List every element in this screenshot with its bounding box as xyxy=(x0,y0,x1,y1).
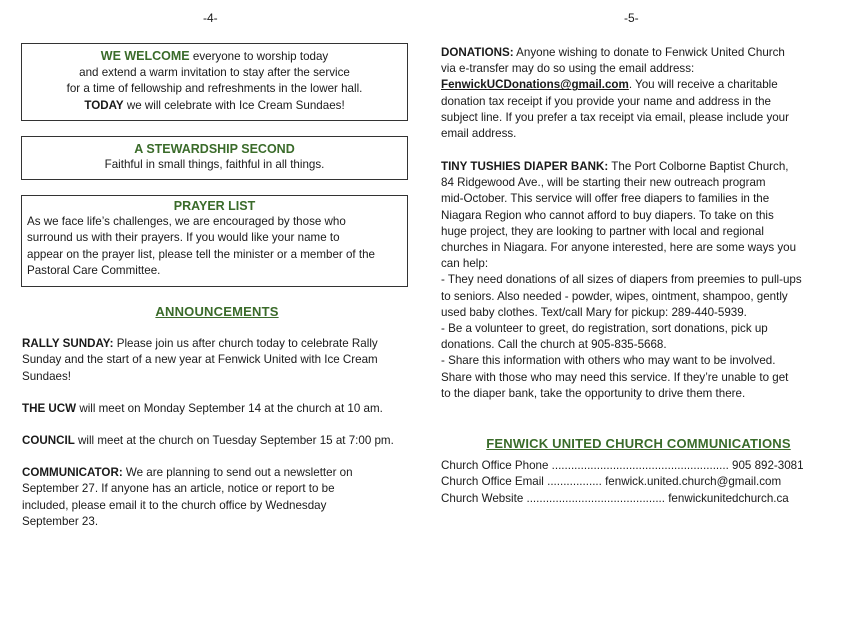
donations-line-4: donation tax receipt if you provide your name and address in the xyxy=(441,94,771,108)
donations-label: DONATIONS: xyxy=(441,46,514,59)
welcome-heading: WE WELCOME xyxy=(100,49,190,63)
communicator-label: COMMUNICATOR: xyxy=(22,466,123,480)
diaper-bank-label: TINY TUSHIES DIAPER BANK: xyxy=(441,160,609,173)
welcome-box xyxy=(21,43,408,121)
communicator-line-3: included, please email it to the church office by Wednesday xyxy=(22,498,327,512)
communicator-line-2: September 27. If anyone has an article, notice or report to be xyxy=(22,482,335,496)
communicator-line-1: We are planning to send out a newsletter on xyxy=(122,466,353,480)
donations-line-1: Anyone wishing to donate to Fenwick United Church xyxy=(513,46,785,59)
prayer-list-box xyxy=(21,195,408,287)
ucw-label: THE UCW xyxy=(22,401,77,415)
diaper-line-3: mid-October. This service will offer free diapers to families in the xyxy=(441,192,770,206)
announcements-title: ANNOUNCEMENTS xyxy=(155,304,279,319)
diaper-line-14: Share with those who may need this service. If they’re unable to get xyxy=(441,370,789,384)
welcome-line-2: and extend a warm invitation to stay after the service xyxy=(79,66,350,80)
communicator-notice xyxy=(22,465,412,530)
council-text: will meet at the church on Tuesday September 15 at 7:00 pm. xyxy=(74,434,394,448)
ucw-text: will meet on Monday September 14 at the church at 10 am. xyxy=(76,401,383,415)
diaper-line-2: 84 Ridgewood Ave., will be starting their new outreach program xyxy=(441,176,766,190)
page-number-right: -5- xyxy=(624,11,639,25)
rally-sunday-notice xyxy=(22,336,412,385)
prayer-line-4: Pastoral Care Committee. xyxy=(27,263,161,277)
communications-title: FENWICK UNITED CHURCH COMMUNICATIONS xyxy=(486,436,791,451)
rally-line-3: Sundaes! xyxy=(22,369,71,383)
rally-line-1: Please join us after church today to celebrate Rally xyxy=(113,337,378,351)
donations-section xyxy=(441,45,836,142)
communications-section xyxy=(441,436,836,507)
page-number-left: -4- xyxy=(203,11,218,25)
contact-row-website: Church Website ........................................... fenwickunitedchurch.ca xyxy=(441,491,789,505)
donations-line-5: subject line. If you prefer a tax receipt via email, please include your xyxy=(441,110,789,124)
donations-email-link[interactable]: FenwickUCDonations@gmail.com xyxy=(441,78,629,92)
prayer-line-1: As we face life’s challenges, we are encouraged by those who xyxy=(27,215,346,229)
diaper-bank-section xyxy=(441,159,836,402)
contact-row-email: Church Office Email ................. fenwick.united.church@gmail.com xyxy=(441,475,782,489)
announcements-section xyxy=(22,304,412,530)
diaper-line-10: used baby clothes. Text/call Mary for pickup: 289-440-5939. xyxy=(441,305,747,319)
diaper-line-1: The Port Colborne Baptist Church, xyxy=(608,160,789,173)
contact-row-phone: Church Office Phone ....................................................... 905 892-3081 xyxy=(441,459,804,473)
welcome-line-1-text: everyone to worship today xyxy=(189,50,329,63)
stewardship-box xyxy=(21,136,408,180)
stewardship-text: Faithful in small things, faithful in all things. xyxy=(104,158,325,172)
donations-line-2: via e-transfer may do so using the email address: xyxy=(441,62,695,76)
diaper-line-9: to seniors. Also needed - powder, wipes, ointment, shampoo, gently xyxy=(441,289,788,303)
welcome-line-4 xyxy=(28,98,401,114)
council-notice xyxy=(22,433,412,449)
diaper-line-15: to the diaper bank, take the opportunity to drive them there. xyxy=(441,386,746,400)
diaper-line-11: - Be a volunteer to greet, do registration, sort donations, pick up xyxy=(441,322,768,336)
welcome-line-4-text: we will celebrate with Ice Cream Sundaes! xyxy=(123,98,345,112)
diaper-line-4: Niagara Region who cannot afford to buy diapers. To take on this xyxy=(441,208,774,222)
donations-line-6: email address. xyxy=(441,127,517,141)
prayer-line-3: appear on the prayer list, please tell the minister or a member of the xyxy=(27,247,375,261)
prayer-list-title: PRAYER LIST xyxy=(173,199,256,213)
rally-line-2: Sunday and the start of a new year at Fenwick United with Ice Cream xyxy=(22,353,378,367)
council-label: COUNCIL xyxy=(22,434,75,448)
prayer-line-2: surround us with their prayers. If you would like your name to xyxy=(27,231,340,245)
diaper-line-6: churches in Niagara. For anyone interested, here are some ways you xyxy=(441,241,797,255)
donations-line-3: . You will receive a charitable xyxy=(628,78,778,92)
today-label: TODAY xyxy=(84,98,124,112)
rally-sunday-label: RALLY SUNDAY: xyxy=(22,337,114,351)
diaper-line-13: - Share this information with others who may want to be involved. xyxy=(441,354,776,368)
welcome-line-3: for a time of fellowship and refreshments in the lower hall. xyxy=(66,82,363,96)
communicator-line-4: September 23. xyxy=(22,514,99,528)
stewardship-title: A STEWARDSHIP SECOND xyxy=(134,142,295,156)
welcome-line-1 xyxy=(28,48,401,65)
diaper-line-5: huge project, they are looking to partner with local and regional xyxy=(441,224,764,238)
ucw-notice xyxy=(22,401,412,417)
diaper-line-8: - They need donations of all sizes of diapers from preemies to pull-ups xyxy=(441,273,802,287)
diaper-line-7: can help: xyxy=(441,257,489,271)
diaper-line-12: donations. Call the church at 905-835-5668. xyxy=(441,338,667,352)
